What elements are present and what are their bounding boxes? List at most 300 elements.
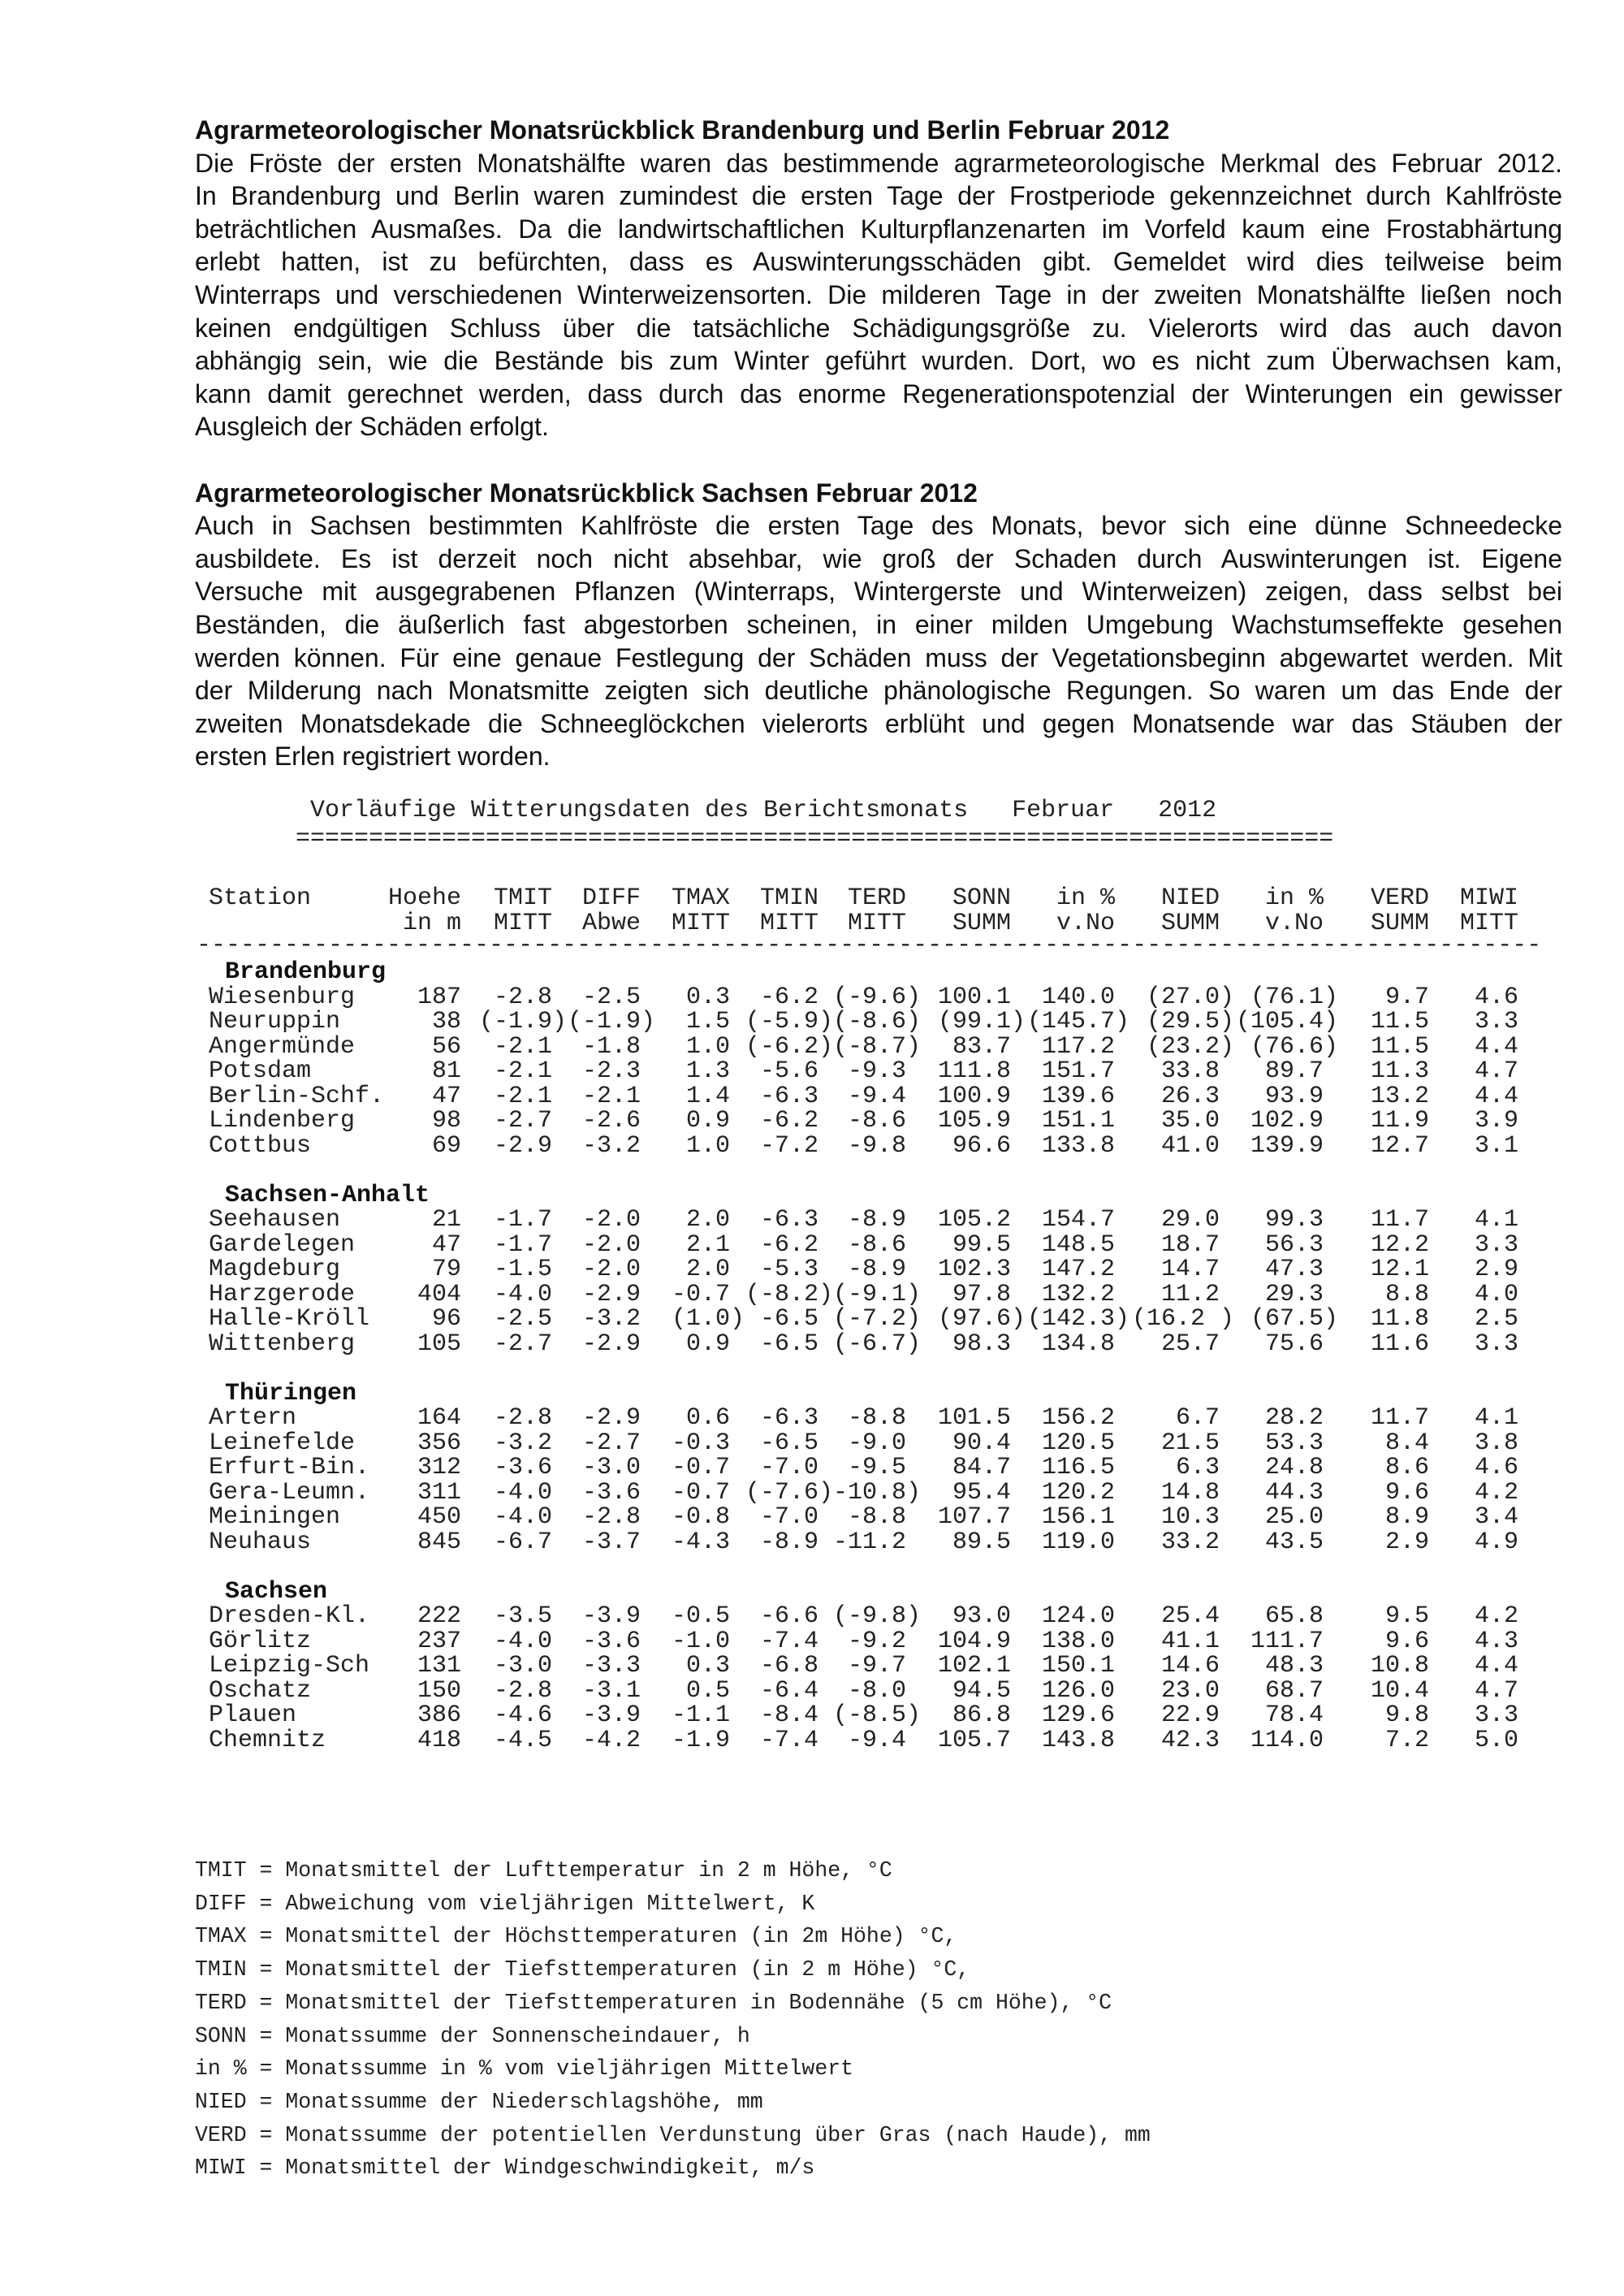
- table-cell: 8.6: [1384, 1454, 1429, 1481]
- table-cell: (1.0): [671, 1305, 745, 1333]
- table-cell: 1.0: [685, 1032, 730, 1061]
- report-text: [195, 114, 1562, 773]
- station-name: Meiningen: [209, 1503, 341, 1531]
- table-cell: -4.6: [493, 1701, 552, 1729]
- table-cell: 105.9: [937, 1107, 1011, 1135]
- legend-item: TMAX = Monatsmittel der Höchsttemperaturen (in 2m Höhe) °C,: [195, 1924, 957, 1949]
- table-cell: 6.3: [1175, 1454, 1220, 1481]
- table-cell: 102.1: [937, 1652, 1011, 1680]
- table-cell: 69: [431, 1131, 461, 1160]
- table-cell: (-8.7): [833, 1032, 922, 1061]
- table-cell: 119.0: [1041, 1528, 1115, 1556]
- table-cell: 4.4: [1474, 1032, 1518, 1061]
- table-cell: 150.1: [1041, 1652, 1115, 1680]
- table-cell: 5.0: [1474, 1726, 1518, 1754]
- table-cell: 386: [417, 1701, 461, 1729]
- table-cell: -2.1: [493, 1082, 552, 1110]
- table-cell: 22.9: [1160, 1701, 1220, 1729]
- table-cell: 44.3: [1264, 1478, 1324, 1507]
- table-cell: 98.3: [952, 1330, 1011, 1358]
- table-row: [209, 1032, 1533, 1061]
- table-row: [209, 1084, 1533, 1109]
- paragraph-line: ersten Erlen registriert worden.: [195, 742, 551, 772]
- table-cell: 26.3: [1160, 1082, 1220, 1110]
- table-cell: 1.5: [685, 1008, 730, 1036]
- table-cell: -2.1: [581, 1082, 641, 1110]
- table-cell: 41.1: [1160, 1627, 1220, 1655]
- table-cell: 12.7: [1370, 1131, 1429, 1160]
- table-cell: (-7.6): [745, 1478, 833, 1507]
- table-cell: -2.7: [581, 1429, 641, 1457]
- table-cell: -7.0: [759, 1454, 818, 1481]
- table-row: [209, 1208, 1533, 1232]
- table-cell: -2.3: [581, 1057, 641, 1085]
- table-cell: 3.3: [1474, 1230, 1518, 1259]
- table-cell: 9.6: [1384, 1627, 1429, 1655]
- table-cell: -6.3: [759, 1206, 818, 1234]
- table-cell: -6.3: [759, 1404, 818, 1432]
- table-cell: 8.9: [1384, 1503, 1429, 1531]
- table-cell: 79: [431, 1256, 461, 1283]
- table-cell: -9.8: [847, 1131, 906, 1160]
- table-cell: -3.6: [581, 1627, 641, 1655]
- table-cell: 1.3: [685, 1057, 730, 1085]
- table-cell: 4.1: [1474, 1404, 1518, 1432]
- table-cell: -2.0: [581, 1256, 641, 1283]
- table-cell: -3.2: [493, 1429, 552, 1457]
- table-cell: 84.7: [952, 1454, 1011, 1481]
- table-row: [209, 1530, 1533, 1554]
- table-cell: (-9.6): [833, 983, 922, 1011]
- paragraph-line: Die Fröste der ersten Monatshälfte waren das bestimmende agrarmeteorologische Merkmal des Februar 2012.: [195, 148, 1562, 178]
- table-cell: -9.2: [847, 1627, 906, 1655]
- table-cell: 41.0: [1160, 1131, 1220, 1160]
- table-cell: 4.6: [1474, 1454, 1518, 1481]
- table-cell: 105.2: [937, 1206, 1011, 1234]
- table-row: [209, 1131, 1533, 1160]
- table-cell: -11.2: [833, 1528, 907, 1556]
- paragraph-line: erlebt hatten, ist zu befürchten, dass es Auswinterungsschäden gibt. Gemeldet wird dies teilweise beim: [195, 247, 1562, 277]
- table-cell: 3.3: [1474, 1008, 1518, 1036]
- table-cell: 2.9: [1474, 1256, 1518, 1283]
- legend-item: TMIN = Monatsmittel der Tiefsttemperaturen (in 2 m Höhe) °C,: [195, 1957, 970, 1983]
- table-cell: 23.0: [1160, 1676, 1220, 1705]
- table-cell: 24.8: [1264, 1454, 1324, 1481]
- table-cell: -6.3: [759, 1082, 818, 1110]
- legend-item: in % = Monatssumme in % vom vieljährigen Mittelwert: [195, 2056, 854, 2082]
- table-cell: -2.5: [581, 983, 641, 1011]
- table-cell: -8.9: [847, 1206, 906, 1234]
- table-cell: 94.5: [952, 1676, 1011, 1705]
- table-cell: 14.8: [1160, 1478, 1220, 1507]
- table-cell: 18.7: [1160, 1230, 1220, 1259]
- table-cell: -3.2: [581, 1305, 641, 1333]
- table-cell: 25.0: [1264, 1503, 1324, 1531]
- paragraph-line: werden können. Für eine genaue Festlegung der Schäden muss der Vegetationsbeginn abgewartet werden. Mit: [195, 642, 1562, 672]
- table-cell: NIED: [1160, 884, 1220, 912]
- table-row: [209, 1230, 1533, 1259]
- table-cell: -7.4: [759, 1726, 818, 1754]
- table-cell: (105.4): [1235, 1008, 1338, 1036]
- table-cell: -7.4: [759, 1627, 818, 1655]
- table-cell: 12.1: [1370, 1256, 1429, 1283]
- table-cell: -9.7: [847, 1652, 906, 1680]
- table-cell: TMAX: [671, 884, 730, 912]
- table-cell: 143.8: [1041, 1726, 1115, 1754]
- table-cell: 11.2: [1160, 1280, 1220, 1308]
- region-heading: Brandenburg: [225, 958, 387, 986]
- table-cell: -3.6: [493, 1454, 552, 1481]
- table-cell: 222: [417, 1602, 461, 1630]
- table-cell: 11.7: [1370, 1404, 1429, 1432]
- station-name: Dresden-Kl.: [209, 1602, 370, 1630]
- paragraph-line: abhängig sein, wie die Bestände bis zum Winter geführt wurden. Dort, wo es nicht zum Überwachsen kam,: [195, 346, 1562, 376]
- table-cell: -1.7: [493, 1230, 552, 1259]
- table-row: [209, 1059, 1533, 1083]
- table-row: [209, 1010, 1533, 1034]
- table-cell: -6.2: [759, 1107, 818, 1135]
- table-cell: 96.6: [952, 1131, 1011, 1160]
- table-cell: 116.5: [1041, 1454, 1115, 1481]
- table-cell: 11.6: [1370, 1330, 1429, 1358]
- table-cell: 11.7: [1370, 1206, 1429, 1234]
- paragraph-line: Winterraps und verschiedenen Winterweizensorten. Die milderen Tage in der zweiten Monatshälfte ließen noch: [195, 279, 1562, 309]
- table-cell: -6.6: [759, 1602, 818, 1630]
- table-cell: 3.3: [1474, 1701, 1518, 1729]
- table-cell: Abwe: [581, 910, 641, 937]
- table-cell: 100.1: [937, 983, 1011, 1011]
- table-cell: 102.3: [937, 1256, 1011, 1283]
- table-cell: 2.9: [1384, 1528, 1429, 1556]
- table-cell: 11.5: [1370, 1032, 1429, 1061]
- table-cell: (-5.9): [745, 1008, 833, 1036]
- table-cell: -8.4: [759, 1701, 818, 1729]
- table-cell: -3.0: [581, 1454, 641, 1481]
- table-cell: 117.2: [1041, 1032, 1115, 1061]
- table-cell: (-8.2): [745, 1280, 833, 1308]
- table-cell: 68.7: [1264, 1676, 1324, 1705]
- table-cell: 3.9: [1474, 1107, 1518, 1135]
- table-cell: -2.8: [493, 1676, 552, 1705]
- table-cell: 450: [417, 1503, 461, 1531]
- table-row: [209, 1455, 1533, 1480]
- legend-item: NIED = Monatssumme der Niederschlagshöhe, mm: [195, 2089, 763, 2114]
- table-cell: 93.9: [1264, 1082, 1324, 1110]
- table-cell: (99.1): [937, 1008, 1026, 1036]
- table-cell: 21.5: [1160, 1429, 1220, 1457]
- table-cell: 6.7: [1175, 1404, 1220, 1432]
- table-cell: -1.0: [671, 1627, 730, 1655]
- table-cell: 124.0: [1041, 1602, 1115, 1630]
- table-cell: 4.2: [1474, 1478, 1518, 1507]
- paragraph-line: Beständen, die äußerlich fast abgestorben scheinen, in einer milden Umgebung Wachstumseffekte gesehen: [195, 609, 1562, 639]
- table-cell: 93.0: [952, 1602, 1011, 1630]
- table-cell: 0.3: [685, 1652, 730, 1680]
- section-heading: Agrarmeteorologischer Monatsrückblick Sachsen Februar 2012: [195, 478, 978, 508]
- station-name: Neuruppin: [209, 1008, 341, 1036]
- table-cell: 43.5: [1264, 1528, 1324, 1556]
- table-cell: 3.4: [1474, 1503, 1518, 1531]
- table-cell: 4.3: [1474, 1627, 1518, 1655]
- table-cell: 1.4: [685, 1082, 730, 1110]
- table-cell: -6.5: [759, 1429, 818, 1457]
- table-cell: 11.9: [1370, 1107, 1429, 1135]
- region-heading: Thüringen: [225, 1379, 357, 1407]
- table-cell: MITT: [847, 910, 906, 937]
- table-cell: 237: [417, 1627, 461, 1655]
- table-cell: 111.8: [937, 1057, 1011, 1085]
- table-cell: 151.1: [1041, 1107, 1115, 1135]
- table-cell: 47: [431, 1082, 461, 1110]
- table-cell: 38: [431, 1008, 461, 1036]
- table-cell: 129.6: [1041, 1701, 1115, 1729]
- table-row: [209, 1109, 1533, 1133]
- table-row: [209, 1604, 1533, 1628]
- station-name: Artern: [209, 1404, 297, 1432]
- station-name: Berlin-Schf.: [209, 1082, 385, 1110]
- table-cell: -6.5: [759, 1305, 818, 1333]
- station-name: Seehausen: [209, 1206, 341, 1234]
- table-cell: 3.3: [1474, 1330, 1518, 1358]
- table-cell: 102.9: [1250, 1107, 1324, 1135]
- table-cell: -9.4: [847, 1726, 906, 1754]
- table-cell: -8.6: [847, 1107, 906, 1135]
- table-cell: 2.0: [685, 1206, 730, 1234]
- table-cell: 105: [417, 1330, 461, 1358]
- table-cell: 11.8: [1370, 1305, 1429, 1333]
- table-cell: 65.8: [1264, 1602, 1324, 1630]
- table-cell: -2.0: [581, 1206, 641, 1234]
- table-cell: (67.5): [1250, 1305, 1338, 1333]
- table-cell: -8.6: [847, 1230, 906, 1259]
- table-cell: 2.5: [1474, 1305, 1518, 1333]
- table-cell: 89.5: [952, 1528, 1011, 1556]
- table-cell: -0.5: [671, 1602, 730, 1630]
- table-cell: 13.2: [1370, 1082, 1429, 1110]
- table-cell: 0.9: [685, 1107, 730, 1135]
- table-cell: -0.7: [671, 1478, 730, 1507]
- table-cell: -1.1: [671, 1701, 730, 1729]
- table-cell: -6.2: [759, 1230, 818, 1259]
- table-cell: (-7.2): [833, 1305, 922, 1333]
- table-cell: Hoehe: [387, 884, 461, 912]
- table-title-underline: =======================================================================: [296, 825, 1334, 853]
- table-cell: -0.8: [671, 1503, 730, 1531]
- table-cell: (97.6): [937, 1305, 1026, 1333]
- table-cell: 29.0: [1160, 1206, 1220, 1234]
- station-name: Potsdam: [209, 1057, 312, 1085]
- table-cell: -2.7: [493, 1107, 552, 1135]
- table-cell: 120.2: [1041, 1478, 1115, 1507]
- table-cell: -4.5: [493, 1726, 552, 1754]
- table-cell: 100.9: [937, 1082, 1011, 1110]
- abbreviation-legend: [195, 1854, 1151, 2185]
- table-cell: 98: [431, 1107, 461, 1135]
- legend-item: TMIT = Monatsmittel der Lufttemperatur in 2 m Höhe, °C: [195, 1858, 892, 1883]
- table-cell: MITT: [493, 910, 552, 937]
- table-cell: 4.4: [1474, 1082, 1518, 1110]
- table-cell: 89.7: [1264, 1057, 1324, 1085]
- table-cell: 28.2: [1264, 1404, 1324, 1432]
- table-cell: (76.1): [1250, 983, 1338, 1011]
- table-cell: -0.7: [671, 1280, 730, 1308]
- paragraph-line: ausbildete. Es ist derzeit noch nicht absehbar, wie groß der Schaden durch Auswinterungen ist. Eigene: [195, 543, 1562, 573]
- table-cell: 3.1: [1474, 1131, 1518, 1160]
- table-cell: (-6.2): [745, 1032, 833, 1061]
- table-cell: 9.6: [1384, 1478, 1429, 1507]
- table-cell: -3.9: [581, 1701, 641, 1729]
- table-row: [209, 1676, 1533, 1705]
- table-cell: 311: [417, 1478, 461, 1507]
- table-cell: 104.9: [937, 1627, 1011, 1655]
- table-cell: 9.7: [1384, 983, 1429, 1011]
- table-row: [209, 1257, 1533, 1282]
- table-cell: (76.6): [1250, 1032, 1338, 1061]
- table-cell: 0.5: [685, 1676, 730, 1705]
- table-cell: -3.0: [493, 1652, 552, 1680]
- table-cell: -10.8): [833, 1478, 922, 1507]
- table-cell: 33.8: [1160, 1057, 1220, 1085]
- table-cell: 105.7: [937, 1726, 1011, 1754]
- table-cell: -3.2: [581, 1131, 641, 1160]
- table-cell: -5.6: [759, 1057, 818, 1085]
- table-cell: 156.2: [1041, 1404, 1115, 1432]
- table-cell: 10.3: [1160, 1503, 1220, 1531]
- table-cell: -6.8: [759, 1652, 818, 1680]
- table-cell: -2.8: [493, 1404, 552, 1432]
- region-heading: Sachsen-Anhalt: [225, 1181, 430, 1209]
- table-cell: -2.7: [493, 1330, 552, 1358]
- table-cell: -2.8: [581, 1503, 641, 1531]
- table-cell: 139.6: [1041, 1082, 1115, 1110]
- table-cell: 140.0: [1041, 983, 1115, 1011]
- spacer: [195, 443, 1562, 477]
- table-cell: DIFF: [581, 884, 641, 912]
- station-name: Station: [209, 884, 312, 912]
- table-cell: SUMM: [952, 910, 1011, 937]
- station-name: Gardelegen: [209, 1230, 356, 1259]
- table-cell: 120.5: [1041, 1429, 1115, 1457]
- legend-item: MIWI = Monatsmittel der Windgeschwindigkeit, m/s: [195, 2155, 815, 2181]
- table-cell: 86.8: [952, 1701, 1011, 1729]
- table-cell: -4.3: [671, 1528, 730, 1556]
- table-cell: -8.0: [847, 1676, 906, 1705]
- table-cell: 47: [431, 1230, 461, 1259]
- table-cell: 33.2: [1160, 1528, 1220, 1556]
- table-cell: 133.8: [1041, 1131, 1115, 1160]
- table-cell: 75.6: [1264, 1330, 1324, 1358]
- table-cell: 81: [431, 1057, 461, 1085]
- table-cell: -1.9: [671, 1726, 730, 1754]
- station-name: Leinefelde: [209, 1429, 356, 1457]
- table-cell: v.No: [1264, 910, 1324, 937]
- table-cell: -9.0: [847, 1429, 906, 1457]
- table-cell: in m: [402, 910, 461, 937]
- table-cell: 4.9: [1474, 1528, 1518, 1556]
- table-cell: 2.0: [685, 1256, 730, 1283]
- table-row: [209, 1505, 1533, 1529]
- table-cell: 134.8: [1041, 1330, 1115, 1358]
- table-cell: -1.7: [493, 1206, 552, 1234]
- station-name: Wiesenburg: [209, 983, 356, 1011]
- station-name: Angermünde: [209, 1032, 356, 1061]
- table-header-row: [209, 886, 1533, 910]
- table-cell: 11.3: [1370, 1057, 1429, 1085]
- paragraph-line: keinen endgültigen Schluss über die tatsächliche Schädigungsgröße zu. Vielerorts wird das auch davon: [195, 313, 1562, 343]
- table-cell: 356: [417, 1429, 461, 1457]
- table-cell: -2.9: [581, 1280, 641, 1308]
- table-cell: -3.9: [581, 1602, 641, 1630]
- table-cell: 131: [417, 1652, 461, 1680]
- table-cell: 187: [417, 983, 461, 1011]
- table-cell: -2.9: [581, 1404, 641, 1432]
- table-cell: -0.3: [671, 1429, 730, 1457]
- table-cell: 95.4: [952, 1478, 1011, 1507]
- table-cell: -8.8: [847, 1503, 906, 1531]
- table-cell: -1.8: [581, 1032, 641, 1061]
- section-heading: Agrarmeteorologischer Monatsrückblick Brandenburg und Berlin Februar 2012: [195, 115, 1170, 145]
- table-cell: (27.0): [1146, 983, 1234, 1011]
- table-cell: -5.3: [759, 1256, 818, 1283]
- table-cell: 4.1: [1474, 1206, 1518, 1234]
- table-cell: -4.0: [493, 1627, 552, 1655]
- table-cell: 0.6: [685, 1404, 730, 1432]
- station-name: Erfurt-Bin.: [209, 1454, 370, 1481]
- table-cell: 99.5: [952, 1230, 1011, 1259]
- table-row: [209, 1307, 1533, 1331]
- table-cell: 53.3: [1264, 1429, 1324, 1457]
- station-name: Cottbus: [209, 1131, 312, 1160]
- table-cell: (-1.9): [567, 1008, 655, 1036]
- table-cell: -6.2: [759, 983, 818, 1011]
- table-cell: -7.2: [759, 1131, 818, 1160]
- table-cell: 10.4: [1370, 1676, 1429, 1705]
- table-cell: (-6.7): [833, 1330, 922, 1358]
- table-row: [209, 1629, 1533, 1654]
- table-cell: 29.3: [1264, 1280, 1324, 1308]
- table-cell: 9.8: [1384, 1701, 1429, 1729]
- table-cell: 97.8: [952, 1280, 1011, 1308]
- table-cell: TMIT: [493, 884, 552, 912]
- paragraph-line: der Milderung nach Monatsmitte zeigten sich deutliche phänologische Regungen. So waren um das Ende der: [195, 676, 1562, 706]
- table-cell: 151.7: [1041, 1057, 1115, 1085]
- table-cell: 8.4: [1384, 1429, 1429, 1457]
- table-cell: 4.6: [1474, 983, 1518, 1011]
- table-cell: (-9.8): [833, 1602, 922, 1630]
- table-cell: 0.9: [685, 1330, 730, 1358]
- table-cell: (145.7): [1026, 1008, 1129, 1036]
- table-cell: -1.5: [493, 1256, 552, 1283]
- table-row: [209, 985, 1533, 1010]
- station-name: Görlitz: [209, 1627, 312, 1655]
- table-cell: 156.1: [1041, 1503, 1115, 1531]
- table-cell: 48.3: [1264, 1652, 1324, 1680]
- table-cell: 14.6: [1160, 1652, 1220, 1680]
- table-row: [209, 1332, 1533, 1356]
- table-cell: 132.2: [1041, 1280, 1115, 1308]
- table-cell: 47.3: [1264, 1256, 1324, 1283]
- table-row: [209, 1406, 1533, 1430]
- table-cell: (142.3): [1026, 1305, 1129, 1333]
- table-cell: 9.5: [1384, 1602, 1429, 1630]
- table-cell: -4.0: [493, 1503, 552, 1531]
- table-cell: 10.8: [1370, 1652, 1429, 1680]
- table-row: [209, 1431, 1533, 1455]
- table-cell: 404: [417, 1280, 461, 1308]
- table-cell: 78.4: [1264, 1701, 1324, 1729]
- table-cell: -2.0: [581, 1230, 641, 1259]
- paragraph-line: Ausgleich der Schäden erfolgt.: [195, 412, 549, 442]
